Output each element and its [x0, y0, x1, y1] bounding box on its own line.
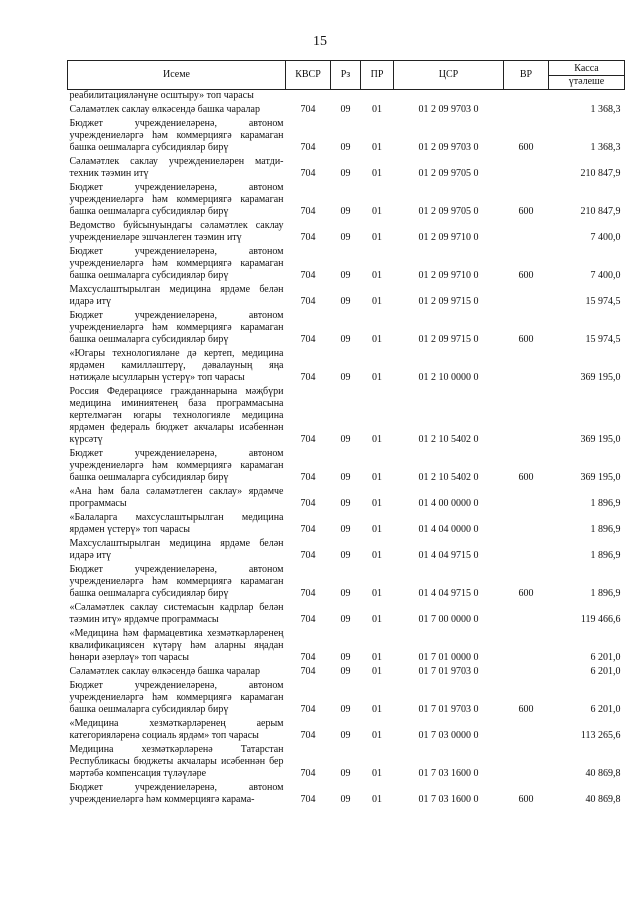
table-row [68, 182, 625, 220]
table-row [68, 628, 625, 666]
cell-amount: 1 368,3 [590, 104, 621, 115]
table-row [68, 680, 625, 718]
cell-vr [504, 90, 549, 105]
cell-vr: 600 [518, 794, 534, 805]
cell-amount: 7 400,0 [590, 232, 621, 243]
cell-rz: 09 [340, 666, 351, 677]
cell-rz: 09 [340, 270, 351, 281]
cell-pr: 01 [372, 588, 382, 599]
cell-pr: 01 [372, 372, 382, 383]
cell-rz: 09 [340, 168, 351, 179]
cell-name: реабилитацияләнүне осштыру» топ чарасы [69, 90, 254, 101]
cell-rz: 09 [340, 296, 351, 307]
cell-rz: 09 [340, 232, 351, 243]
cell-name: Махсуслаштырылган медицина ярдәме белән идарә итү [69, 284, 284, 307]
cell-amount: 1 896,9 [590, 588, 621, 599]
cell-vr [504, 348, 549, 386]
table-row [68, 486, 625, 512]
cell-pr: 01 [372, 498, 382, 509]
cell-kvsr: 704 [300, 524, 316, 535]
cell-pr: 01 [372, 206, 382, 217]
header-pr: ПР [361, 61, 394, 90]
cell-pr: 01 [372, 270, 382, 281]
cell-vr [504, 156, 549, 182]
cell-vr [504, 486, 549, 512]
table-row [68, 718, 625, 744]
cell-amount: 40 869,8 [585, 794, 621, 805]
cell-amount: 369 195,0 [580, 372, 621, 383]
table-row [68, 538, 625, 564]
cell-rz: 09 [340, 704, 351, 715]
cell-vr [504, 538, 549, 564]
cell-csr: 01 7 00 0000 0 [418, 614, 479, 625]
cell-rz: 09 [340, 614, 351, 625]
cell-rz: 09 [340, 768, 351, 779]
cell-kvsr: 704 [300, 768, 316, 779]
cell-kvsr: 704 [300, 794, 316, 805]
cell-amount: 1 896,9 [590, 524, 621, 535]
cell-rz: 09 [340, 104, 351, 115]
cell-amount: 119 466,6 [580, 614, 621, 625]
cell-rz: 09 [340, 142, 351, 153]
cell-pr: 01 [372, 142, 382, 153]
table-row [68, 666, 625, 680]
cell-csr: 01 2 09 9715 0 [418, 334, 479, 345]
cell-kvsr: 704 [300, 472, 316, 483]
cell-amount: 1 896,9 [590, 498, 621, 509]
cell-amount: 7 400,0 [590, 270, 621, 281]
header-kassa-bottom: үтәлеше [568, 75, 605, 87]
cell-amount: 1 896,9 [590, 550, 621, 561]
cell-csr: 01 4 04 9715 0 [418, 588, 479, 599]
table-row [68, 448, 625, 486]
cell-csr: 01 2 09 9715 0 [418, 296, 479, 307]
table-header-row [68, 61, 625, 90]
cell-amount: 1 368,3 [590, 142, 621, 153]
cell-rz: 09 [340, 524, 351, 535]
cell-name: Бюджет учреждениеләренә, автоном учреждениеләргә һәм коммерциягә карамаган башка оешмаларга субсидияләр бирү [69, 182, 284, 217]
cell-kvsr: 704 [300, 652, 316, 663]
cell-name: «Медицина һәм фармацевтика хезмәткәрләренең квалификациясен күтәрү һәм аларны яңадан һөнәри әзерләү» топ чарасы [69, 628, 284, 663]
cell-vr [504, 602, 549, 628]
cell-pr: 01 [372, 434, 382, 445]
table-row [68, 564, 625, 602]
cell-pr: 01 [372, 168, 382, 179]
cell-name: «Ана һәм бала сәламәтлеген саклау» ярдәмче программасы [69, 486, 284, 509]
table-row [68, 744, 625, 782]
cell-name: Бюджет учреждениеләренә, автоном учреждениеләргә һәм коммерциягә карамаган башка оешмаларга субсидияләр бирү [69, 680, 284, 715]
cell-pr: 01 [372, 550, 382, 561]
cell-kvsr: 704 [300, 334, 316, 345]
cell-pr: 01 [372, 296, 382, 307]
cell-amount: 6 201,0 [590, 666, 621, 677]
cell-kvsr: 704 [300, 372, 316, 383]
cell-kvsr: 704 [300, 498, 316, 509]
cell-name: «Сәламәтлек саклау системасын кадрлар белән тәэмин итү» ярдәмче программасы [69, 602, 284, 625]
cell-kvsr: 704 [300, 730, 316, 741]
cell-name: «Югары технологияләне дә кертеп, медицина ярдәмен камилләштерү, дәвалауның яңа нәтиҗәле ысулларын үстерү» топ чарасы [69, 348, 284, 383]
cell-vr: 600 [518, 472, 534, 483]
cell-pr: 01 [372, 104, 382, 115]
cell-kvsr: 704 [300, 614, 316, 625]
cell-pr: 01 [372, 652, 382, 663]
cell-csr: 01 7 01 9703 0 [418, 666, 479, 677]
table-row [68, 310, 625, 348]
cell-amount: 369 195,0 [580, 472, 621, 483]
cell-pr: 01 [372, 614, 382, 625]
cell-vr [504, 220, 549, 246]
budget-table [67, 60, 625, 808]
cell-name: Сәламәтлек саклау өлкәсендә башка чаралар [69, 104, 260, 115]
cell-rz: 09 [340, 730, 351, 741]
table-row [68, 246, 625, 284]
table-row [68, 90, 625, 105]
cell-name: «Балаларга махсуслаштырылган медицина ярдәмен үстерү» топ чарасы [69, 512, 284, 535]
cell-vr: 600 [518, 588, 534, 599]
cell-pr: 01 [372, 704, 382, 715]
cell-name: Медицина хезмәткәрләренә Татарстан Республикасы бюджеты акчалары исәбеннән бер мәртәбә компенсация түләүләре [69, 744, 284, 779]
cell-rz: 09 [340, 588, 351, 599]
cell-rz: 09 [340, 794, 351, 805]
table-row [68, 512, 625, 538]
cell-kvsr: 704 [300, 104, 316, 115]
cell-csr: 01 7 01 0000 0 [418, 652, 479, 663]
cell-amount: 40 869,8 [585, 768, 621, 779]
cell-amount: 113 265,6 [580, 730, 621, 741]
cell-name: Бюджет учреждениеләренә, автоном учреждениеләргә һәм коммерциягә карама- [69, 782, 284, 805]
header-name: Исеме [68, 61, 286, 90]
cell-name: Сәламәтлек саклау учреждениеләрен матди-техник тәэмин итү [69, 156, 284, 179]
cell-amount [549, 90, 625, 105]
cell-vr [504, 512, 549, 538]
cell-vr: 600 [518, 704, 534, 715]
cell-kvsr [286, 90, 331, 105]
table-row [68, 284, 625, 310]
cell-vr: 600 [518, 142, 534, 153]
header-kassa [549, 61, 625, 90]
cell-pr: 01 [372, 794, 382, 805]
cell-pr: 01 [372, 524, 382, 535]
cell-kvsr: 704 [300, 588, 316, 599]
cell-vr: 600 [518, 334, 534, 345]
cell-csr: 01 4 04 9715 0 [418, 550, 479, 561]
cell-amount: 6 201,0 [590, 704, 621, 715]
cell-amount: 210 847,9 [580, 206, 621, 217]
cell-rz: 09 [340, 206, 351, 217]
cell-csr: 01 7 01 9703 0 [418, 704, 479, 715]
cell-name: Бюджет учреждениеләренә, автоном учреждениеләргә һәм коммерциягә карамаган башка оешмаларга субсидияләр бирү [69, 448, 284, 483]
cell-vr [504, 666, 549, 680]
cell-pr: 01 [372, 334, 382, 345]
cell-csr: 01 2 09 9705 0 [418, 168, 479, 179]
cell-rz: 09 [340, 434, 351, 445]
cell-name: Бюджет учреждениеләренә, автоном учреждениеләргә һәм коммерциягә карамаган башка оешмаларга субсидияләр бирү [69, 118, 284, 153]
cell-rz: 09 [340, 372, 351, 383]
cell-rz: 09 [340, 472, 351, 483]
cell-rz [331, 90, 361, 105]
cell-pr [361, 90, 394, 105]
cell-name: Сәламәтлек саклау өлкәсендә башка чаралар [69, 666, 260, 677]
cell-rz: 09 [340, 652, 351, 663]
cell-pr: 01 [372, 232, 382, 243]
cell-vr [504, 628, 549, 666]
page-number: 15 [313, 34, 327, 49]
cell-csr: 01 2 10 5402 0 [418, 472, 479, 483]
table-row [68, 156, 625, 182]
cell-name: Бюджет учреждениеләренә, автоном учреждениеләргә һәм коммерциягә карамаган башка оешмаларга субсидияләр бирү [69, 310, 284, 345]
cell-csr: 01 2 09 9703 0 [418, 104, 479, 115]
table-row [68, 104, 625, 118]
cell-kvsr: 704 [300, 550, 316, 561]
header-kvsr: КВСР [286, 61, 331, 90]
cell-amount: 6 201,0 [590, 652, 621, 663]
table-row [68, 348, 625, 386]
cell-name: Бюджет учреждениеләренә, автоном учреждениеләргә һәм коммерциягә карамаган башка оешмаларга субсидияләр бирү [69, 246, 284, 281]
header-rz: Рз [331, 61, 361, 90]
cell-rz: 09 [340, 550, 351, 561]
cell-pr: 01 [372, 666, 382, 677]
cell-vr [504, 104, 549, 118]
cell-name: Бюджет учреждениеләренә, автоном учреждениеләргә һәм коммерциягә карамаган башка оешмаларга субсидияләр бирү [69, 564, 284, 599]
cell-kvsr: 704 [300, 270, 316, 281]
cell-kvsr: 704 [300, 704, 316, 715]
cell-csr: 01 2 09 9705 0 [418, 206, 479, 217]
cell-kvsr: 704 [300, 168, 316, 179]
cell-csr: 01 7 03 1600 0 [418, 768, 479, 779]
cell-kvsr: 704 [300, 232, 316, 243]
table-row [68, 386, 625, 448]
cell-kvsr: 704 [300, 666, 316, 677]
cell-kvsr: 704 [300, 434, 316, 445]
cell-csr: 01 2 09 9710 0 [418, 232, 479, 243]
cell-rz: 09 [340, 498, 351, 509]
cell-csr [394, 90, 504, 105]
cell-name: Махсуслаштырылган медицина ярдәме белән идарә итү [69, 538, 284, 561]
cell-amount: 369 195,0 [580, 434, 621, 445]
table-row [68, 602, 625, 628]
cell-csr: 01 4 00 0000 0 [418, 498, 479, 509]
cell-kvsr: 704 [300, 142, 316, 153]
cell-vr [504, 718, 549, 744]
table-row [68, 782, 625, 808]
cell-pr: 01 [372, 472, 382, 483]
header-kassa-top: Касса [549, 63, 624, 76]
cell-vr [504, 386, 549, 448]
cell-amount: 210 847,9 [580, 168, 621, 179]
cell-vr: 600 [518, 206, 534, 217]
cell-amount: 15 974,5 [585, 334, 621, 345]
table-row [68, 118, 625, 156]
cell-pr: 01 [372, 768, 382, 779]
cell-csr: 01 2 10 5402 0 [418, 434, 479, 445]
cell-rz: 09 [340, 334, 351, 345]
cell-vr [504, 284, 549, 310]
cell-vr: 600 [518, 270, 534, 281]
cell-csr: 01 2 09 9710 0 [418, 270, 479, 281]
header-csr: ЦСР [394, 61, 504, 90]
cell-csr: 01 2 10 0000 0 [418, 372, 479, 383]
header-vr: ВР [504, 61, 549, 90]
cell-csr: 01 2 09 9703 0 [418, 142, 479, 153]
cell-name: Ведомство буйсынуындагы сәламәтлек саклау учреждениеләре эшчәнлеген тәэмин итү [69, 220, 284, 243]
cell-kvsr: 704 [300, 296, 316, 307]
cell-vr [504, 744, 549, 782]
cell-name: «Медицина хезмәткәрләренең аерым категорияләренә социаль ярдәм» топ чарасы [69, 718, 284, 741]
table-row [68, 220, 625, 246]
cell-name: Россия Федерациясе гражданнарына мәҗбүри медицина иминиятенең база программасына кертелмәгән югары технологияле медицина ярдәмен федераль бюджет акчалары исәбеннән күрсәтү [69, 386, 284, 445]
cell-csr: 01 7 03 0000 0 [418, 730, 479, 741]
cell-csr: 01 4 04 0000 0 [418, 524, 479, 535]
cell-amount: 15 974,5 [585, 296, 621, 307]
cell-csr: 01 7 03 1600 0 [418, 794, 479, 805]
cell-pr: 01 [372, 730, 382, 741]
cell-kvsr: 704 [300, 206, 316, 217]
